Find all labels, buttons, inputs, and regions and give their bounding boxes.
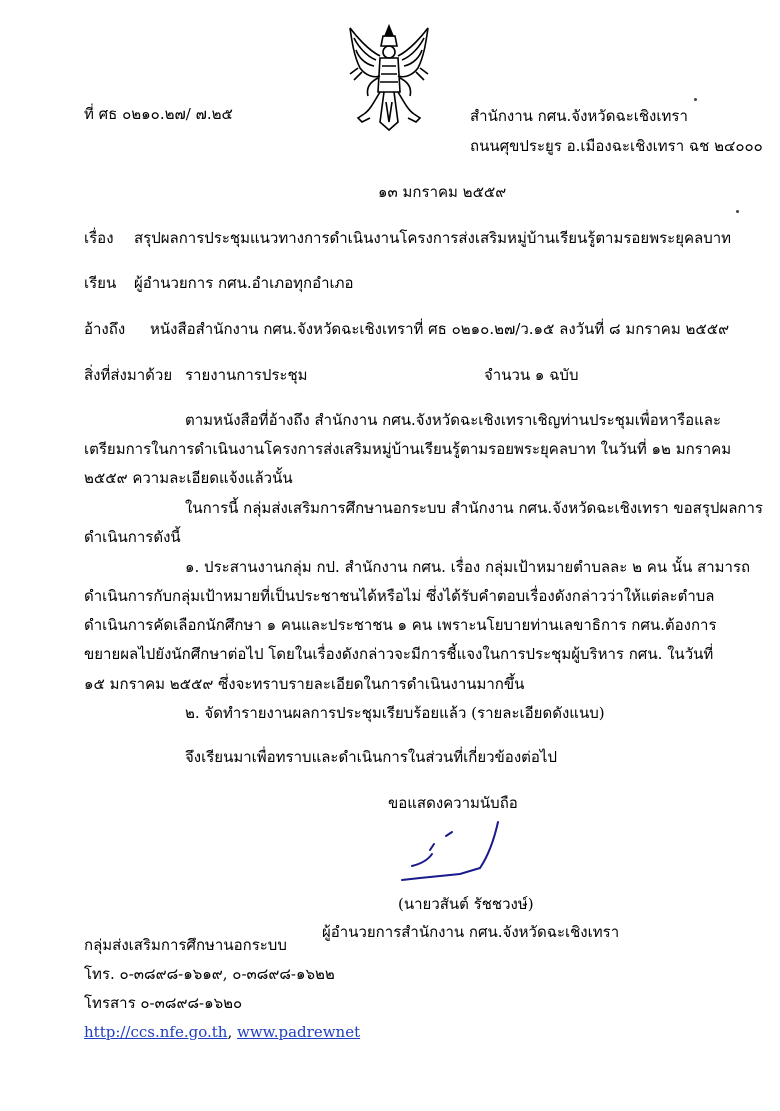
closing-sentence: จึงเรียนมาเพื่อทราบและดำเนินการในส่วนที่เกี่ยวข้องต่อไป — [185, 748, 557, 766]
link-separator: , — [227, 1023, 233, 1041]
scan-speck — [736, 210, 739, 213]
footer-fax: โทรสาร ๐-๓๘๙๘-๑๖๒๐ — [84, 994, 243, 1012]
signatory-name: (นายวสันต์ รัชชวงษ์) — [398, 895, 534, 913]
paragraph-1-line-3: ๒๕๕๙ ความละเอียดแจ้งแล้วนั้น — [84, 469, 293, 487]
item-1-line-3: ดำเนินการคัดเลือกนักศึกษา ๑ คนและประชาชน ๑ คน เพราะนโยบายท่านเลขาธิการ กศน.ต้องการ — [84, 616, 717, 634]
footer-phone: โทร. ๐-๓๘๙๘-๑๖๑๙, ๐-๓๘๙๘-๑๖๒๒ — [84, 965, 335, 983]
paragraph-1-line-2: เตรียมการในการดำเนินงานโครงการส่งเสริมหมู่บ้านเรียนรู้ตามรอยพระยุคลบาท ในวันที่ ๑๒ มกราคม — [84, 440, 732, 458]
enclosure-label: สิ่งที่ส่งมาด้วย — [84, 366, 173, 384]
complimentary-close: ขอแสดงความนับถือ — [388, 794, 518, 812]
paragraph-2-line-2: ดำเนินการดังนี้ — [84, 528, 181, 546]
website-link-ccs[interactable]: http://ccs.nfe.go.th — [84, 1023, 228, 1041]
recipient-text: ผู้อำนวยการ กศน.อำเภอทุกอำเภอ — [134, 274, 354, 292]
subject-label: เรื่อง — [84, 229, 114, 247]
item-1-line-1: ๑. ประสานงานกลุ่ม กป. สำนักงาน กศน. เรื่อง กลุ่มเป้าหมายตำบลละ ๒ คน นั้น สามารถ — [185, 558, 751, 576]
garuda-emblem — [340, 22, 438, 134]
reference-number: ที่ ศธ ๐๒๑๐.๒๗/ ๗.๒๕ — [84, 105, 233, 123]
handwritten-signature — [390, 820, 540, 890]
item-1-line-5: ๑๕ มกราคม ๒๕๕๙ ซึ่งจะทราบรายละเอียดในการดำเนินงานมากขึ้น — [84, 675, 525, 693]
footer-links — [84, 1022, 360, 1042]
enclosure-text: รายงานการประชุม — [185, 366, 308, 384]
letter-date: ๑๓ มกราคม ๒๕๕๙ — [378, 183, 507, 201]
scan-speck — [694, 98, 697, 101]
reference-label: อ้างถึง — [84, 320, 126, 338]
reference-text: หนังสือสำนักงาน กศน.จังหวัดฉะเชิงเทราที่ ศธ ๐๒๑๐.๒๗/ว.๑๕ ลงวันที่ ๘ มกราคม ๒๕๕๙ — [150, 320, 730, 338]
subject-text: สรุปผลการประชุมแนวทางการดำเนินงานโครงการส่งเสริมหมู่บ้านเรียนรู้ตามรอยพระยุคลบาท — [134, 229, 732, 247]
signatory-position: ผู้อำนวยการสำนักงาน กศน.จังหวัดฉะเชิงเทรา — [322, 923, 620, 941]
item-1-line-2: ดำเนินการกับกลุ่มเป้าหมายที่เป็นประชาชนได้หรือไม่ ซึ่งได้รับคำตอบเรื่องดังกล่าวว่าให้แต่ละตำบล — [84, 587, 715, 605]
paragraph-1-line-1: ตามหนังสือที่อ้างถึง สำนักงาน กศน.จังหวัดฉะเชิงเทราเชิญท่านประชุมเพื่อหารือและ — [185, 411, 722, 429]
footer-department: กลุ่มส่งเสริมการศึกษานอกระบบ — [84, 936, 287, 954]
enclosure-count: จำนวน ๑ ฉบับ — [484, 366, 579, 384]
item-1-line-4: ขยายผลไปยังนักศึกษาต่อไป โดยในเรื่องดังกล่าวจะมีการชี้แจงในการประชุมผู้บริหาร กศน. ในวันที่ — [84, 645, 714, 663]
item-2: ๒. จัดทำรายงานผลการประชุมเรียบร้อยแล้ว (รายละเอียดดังแนบ) — [185, 704, 605, 722]
recipient-label: เรียน — [84, 274, 117, 292]
paragraph-2-line-1: ในการนี้ กลุ่มส่งเสริมการศึกษานอกระบบ สำนักงาน กศน.จังหวัดฉะเชิงเทรา ขอสรุปผลการ — [185, 499, 763, 517]
office-address: ถนนศุขประยูร อ.เมืองฉะเชิงเทรา ฉช ๒๔๐๐๐ — [470, 137, 763, 155]
office-name: สำนักงาน กศน.จังหวัดฉะเชิงเทรา — [470, 107, 688, 125]
website-link-padrewnet[interactable]: www.padrewnet — [237, 1023, 361, 1041]
